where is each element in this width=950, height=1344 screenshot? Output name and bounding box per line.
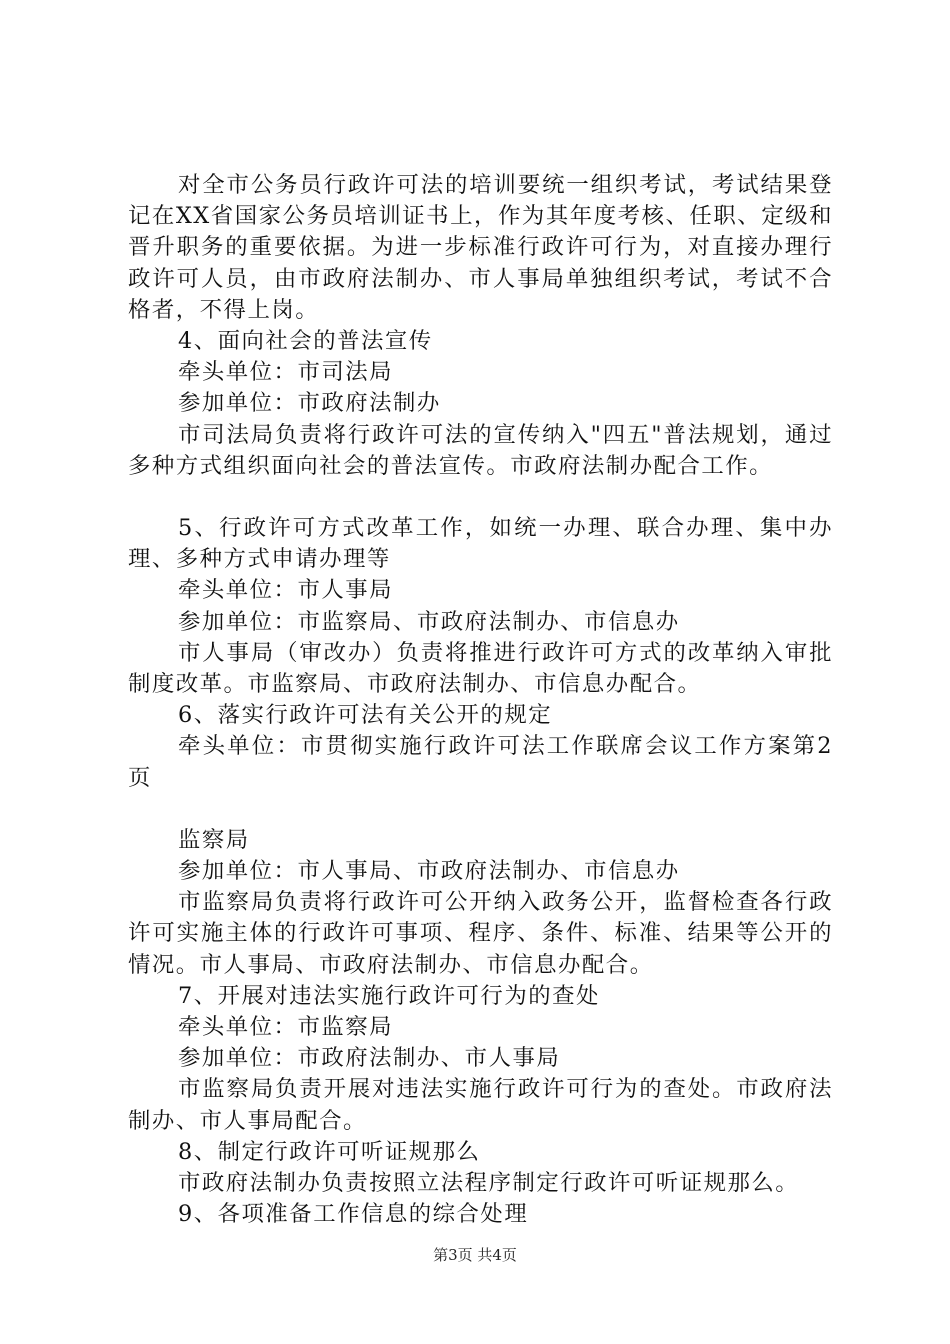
paragraph-item-7: 市监察局负责开展对违法实施行政许可行为的查处。市政府法制办、市人事局配合。 bbox=[128, 1076, 833, 1134]
participating-units-5: 参加单位：市监察局、市政府法制办、市信息办 bbox=[178, 608, 680, 635]
paragraph-item-4: 市司法局负责将行政许可法的宣传纳入"四五"普法规划，通过多种方式组织面向社会的普法宣传。市政府法制办配合工作。 bbox=[128, 421, 833, 479]
lead-unit-6: 牵头单位：市贯彻实施行政许可法工作联席会议工作方案第2页 bbox=[128, 733, 833, 791]
participating-units-6: 参加单位：市人事局、市政府法制办、市信息办 bbox=[178, 858, 680, 885]
heading-item-4: 4、面向社会的普法宣传 bbox=[178, 328, 433, 355]
lead-unit-6-continued: 监察局 bbox=[178, 826, 250, 853]
paragraph-exam-requirement: 对全市公务员行政许可法的培训要统一组织考试，考试结果登记在XX省国家公务员培训证书上，作为其年度考核、任职、定级和晋升职务的重要依据。为进一步标准行政许可行为，对直接办理行政许可人员，由市政府法制办、市人事局单独组织考试，考试不合格者，不得上岗。 bbox=[128, 172, 833, 323]
heading-item-5: 5、行政许可方式改革工作，如统一办理、联合办理、集中办理、多种方式申请办理等 bbox=[128, 515, 833, 573]
lead-unit-5: 牵头单位：市人事局 bbox=[178, 577, 394, 604]
participating-units-7: 参加单位：市政府法制办、市人事局 bbox=[178, 1045, 561, 1072]
page-footer: 第3页 共4页 bbox=[433, 1246, 517, 1264]
heading-item-7: 7、开展对违法实施行政许可行为的查处 bbox=[178, 982, 600, 1009]
participating-units-4: 参加单位：市政府法制办 bbox=[178, 390, 441, 417]
heading-item-6: 6、落实行政许可法有关公开的规定 bbox=[178, 702, 553, 729]
heading-item-9: 9、各项准备工作信息的综合处理 bbox=[178, 1201, 529, 1228]
lead-unit-4: 牵头单位：市司法局 bbox=[178, 359, 394, 386]
lead-unit-7: 牵头单位：市监察局 bbox=[178, 1014, 394, 1041]
paragraph-item-6: 市监察局负责将行政许可公开纳入政务公开，监督检查各行政许可实施主体的行政许可事项、程序、条件、标准、结果等公开的情况。市人事局、市政府法制办、市信息办配合。 bbox=[128, 889, 833, 978]
heading-item-8: 8、制定行政许可听证规那么 bbox=[178, 1138, 481, 1165]
paragraph-item-8: 市政府法制办负责按照立法程序制定行政许可听证规那么。 bbox=[178, 1170, 800, 1197]
document-body bbox=[128, 170, 833, 1231]
paragraph-item-5: 市人事局（审改办）负责将推进行政许可方式的改革纳入审批制度改革。市监察局、市政府法制办、市信息办配合。 bbox=[128, 639, 833, 698]
